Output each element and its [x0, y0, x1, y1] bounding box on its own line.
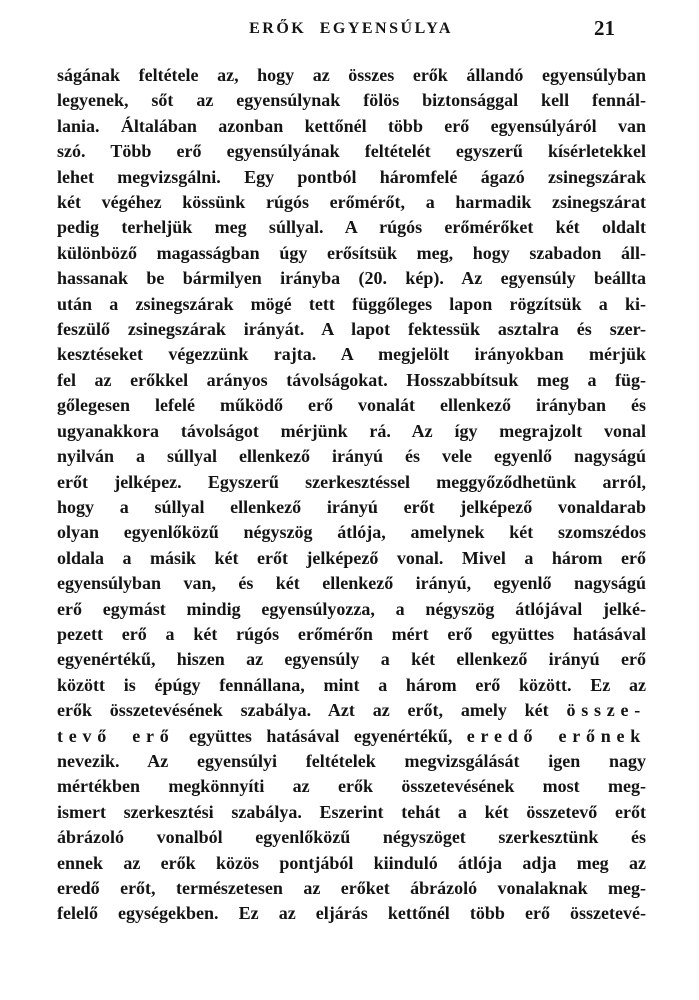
text-line [57, 215, 646, 240]
text-segment: egyenértékű, hiszen az egyensúly a két ellenkező irányú erő [57, 649, 646, 670]
page-title: ERŐK EGYENSÚLYA [249, 20, 453, 37]
text-segment: együttes hatásával egyenértékű, [174, 725, 467, 746]
text-line [57, 139, 646, 164]
text-segment: között is épúgy fennállana, mint a három erő között. Ez az [57, 674, 646, 695]
text-segment: lehet megvizsgálni. Egy pontból háromfelé ágazó zsinegszárak [57, 166, 646, 187]
text-segment: erő egymást mindig egyensúlyozza, a négyszög átlójával jelké- [57, 598, 646, 619]
text-line [57, 673, 646, 698]
text-line [57, 901, 646, 926]
text-line [57, 520, 646, 545]
text-segment: legyenek, sőt az egyensúlynak fölös biztonsággal kell fennál- [57, 90, 646, 111]
text-segment: kesztéseket végezzünk rajta. A megjelölt irányokban mérjük [57, 344, 646, 365]
text-line [57, 165, 646, 190]
text-line [57, 114, 646, 139]
text-segment: erők összetevésének szabálya. Azt az erőt, amely két [57, 700, 567, 721]
text-line [57, 266, 646, 291]
text-line [57, 597, 646, 622]
text-line [57, 368, 646, 393]
text-line [57, 876, 646, 901]
text-segment: után a zsinegszárak mögé tett függőleges lapon rögzítsük a ki- [57, 293, 646, 314]
running-header [57, 16, 645, 46]
page-number: 21 [594, 16, 615, 40]
emphasized-text: össze- [566, 700, 646, 721]
text-segment: gőlegesen lefelé működő erő vonalát ellenkező irányban és [57, 395, 646, 416]
text-line [57, 571, 646, 596]
text-segment: hogy a súllyal ellenkező irányú erőt jelképező vonaldarab [57, 496, 646, 517]
text-line [57, 470, 646, 495]
text-segment: lania. Általában azonban kettőnél több erő egyensúlyáról van [57, 115, 646, 136]
text-line [57, 851, 646, 876]
text-line [57, 444, 646, 469]
text-line [57, 241, 646, 266]
text-line [57, 495, 646, 520]
text-line [57, 317, 646, 342]
text-segment: olyan egyenlőközű négyszög átlója, amelynek két szomszédos [57, 522, 646, 543]
text-line [57, 622, 646, 647]
text-segment: felelő egységekben. Ez az eljárás kettőnél több erő összetevé- [57, 903, 646, 924]
text-line [57, 546, 646, 571]
text-segment: ennek az erők közös pontjából kiinduló átlója adja meg az [57, 852, 646, 873]
text-segment: hassanak be bármilyen irányba (20. kép). Az egyensúly beállta [57, 268, 646, 289]
text-line [57, 724, 646, 749]
text-line [57, 393, 646, 418]
text-segment: szó. Több erő egyensúlyának feltételét egyszerű kísérletekkel [57, 141, 646, 162]
text-segment: pedig terheljük meg súllyal. A rúgós erőmérőket két oldalt [57, 217, 646, 238]
text-line [57, 825, 646, 850]
text-segment: mértékben megkönnyíti az erők összetevésének most meg- [57, 776, 646, 797]
text-segment: fel az erőkkel arányos távolságokat. Hosszabbítsuk meg a füg- [57, 369, 646, 390]
text-segment: ságának feltétele az, hogy az összes erők állandó egyensúlyban [57, 65, 646, 85]
text-segment: ugyanakkora távolságot mérjünk rá. Az így megrajzolt vonal [57, 420, 646, 441]
body-text [57, 63, 646, 927]
text-segment: oldala a másik két erőt jelképező vonal. Mivel a három erő [57, 547, 646, 568]
text-segment: ábrázoló vonalból egyenlőközű négyszöget szerkesztünk és [57, 827, 646, 848]
text-segment: különböző magasságban úgy erősítsük meg, hogy szabadon áll- [57, 242, 646, 263]
text-segment: ismert szerkesztési szabálya. Eszerint tehát a két összetevő erőt [57, 801, 646, 822]
text-segment: nevezik. Az egyensúlyi feltételek megvizsgálását igen nagy [57, 750, 646, 771]
text-segment: két végéhez kössünk rúgós erőmérőt, a harmadik zsinegszárat [57, 192, 646, 213]
text-segment: nyilván a súllyal ellenkező irányú és vele egyenlő nagyságú [57, 446, 646, 467]
text-line [57, 647, 646, 672]
text-line [57, 774, 646, 799]
emphasized-text: tevő erő [57, 725, 175, 746]
text-line [57, 292, 646, 317]
text-line [57, 88, 646, 113]
text-line [57, 419, 646, 444]
text-segment: pezett erő a két rúgós erőmérőn mért erő együttes hatásával [57, 623, 646, 644]
emphasized-text: eredő erőnek [466, 725, 646, 746]
text-line [57, 698, 646, 723]
text-line [57, 749, 646, 774]
text-line [57, 190, 646, 215]
text-segment: eredő erőt, természetesen az erőket ábrázoló vonalaknak meg- [57, 878, 646, 898]
text-segment: erőt jelképez. Egyszerű szerkesztéssel meggyőződhetünk arról, [57, 471, 646, 492]
text-segment: egyensúlyban van, és két ellenkező irányú, egyenlő nagyságú [57, 573, 646, 594]
text-line [57, 342, 646, 367]
text-segment: feszülő zsinegszárak irányát. A lapot fektessük asztalra és szer- [57, 319, 646, 340]
text-line [57, 800, 646, 825]
text-line [57, 63, 646, 88]
